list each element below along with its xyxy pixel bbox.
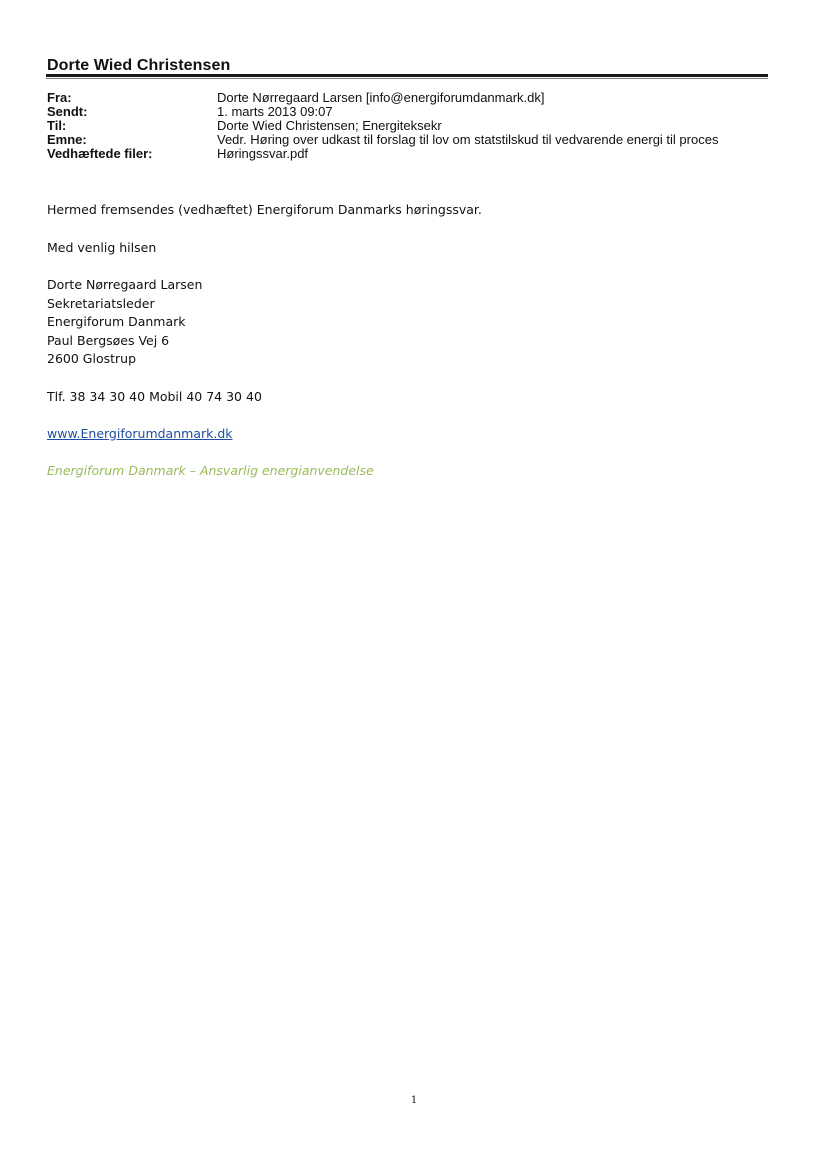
to-value: Dorte Wied Christensen; Energiteksekr [217, 118, 442, 133]
signature-organization: Energiforum Danmark [47, 314, 186, 329]
header-row-attachments [47, 147, 718, 161]
header-row-sent [47, 105, 718, 119]
title-divider [46, 74, 768, 77]
subject-value: Vedr. Høring over udkast til forslag til lov om statstilskud til vedvarende energi til proces [217, 132, 719, 147]
intro-text: Hermed fremsendes (vedhæftet) Energiforum Danmarks høringssvar. [47, 202, 482, 217]
signature-street: Paul Bergsøes Vej 6 [47, 332, 170, 348]
tagline-text: Energiforum Danmark – Ansvarlig energianvendelse [47, 463, 374, 478]
phone-text: Tlf. 38 34 30 40 Mobil 40 74 30 40 [47, 389, 262, 404]
page-number: 1 [410, 1095, 418, 1106]
header-row-from [47, 91, 718, 105]
email-header [47, 91, 718, 161]
signature-block [47, 276, 202, 369]
signature-city: 2600 Glostrup [47, 351, 137, 366]
document-title: Dorte Wied Christensen [47, 57, 231, 74]
signature-name: Dorte Nørregaard Larsen [47, 277, 203, 292]
from-value: Dorte Nørregaard Larsen [info@energiforumdanmark.dk] [217, 90, 545, 105]
from-label: Fra: [47, 90, 72, 105]
title-divider-thin [46, 78, 768, 79]
signature-role: Sekretariatsleder [47, 295, 155, 311]
header-row-to [47, 119, 718, 133]
attachments-label: Vedhæftede filer: [47, 146, 153, 161]
sent-value: 1. marts 2013 09:07 [217, 104, 333, 119]
sent-label: Sendt: [47, 104, 88, 119]
subject-label: Emne: [47, 132, 87, 147]
website-link[interactable]: www.Energiforumdanmark.dk [47, 426, 233, 441]
header-row-subject [47, 133, 718, 147]
to-label: Til: [47, 118, 67, 133]
attachments-value: Høringssvar.pdf [217, 146, 309, 161]
greeting-text: Med venlig hilsen [47, 240, 157, 255]
